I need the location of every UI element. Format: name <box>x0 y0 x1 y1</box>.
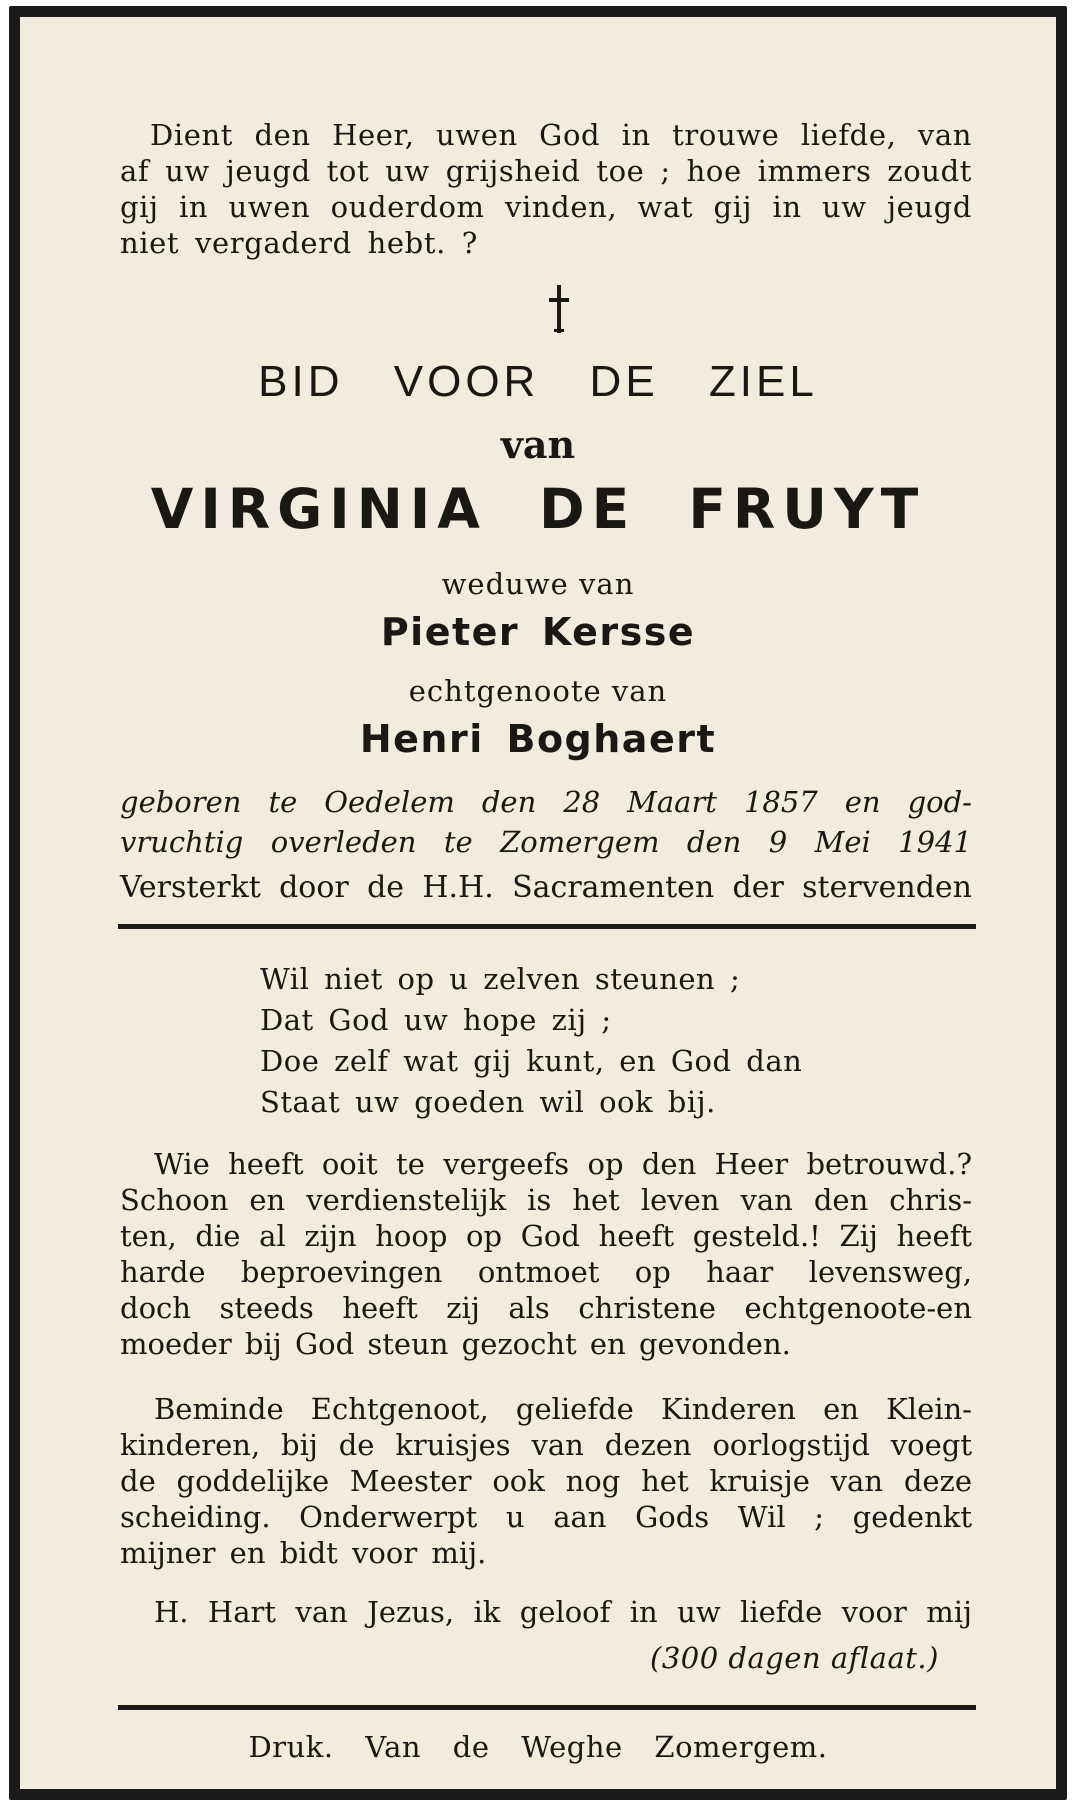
quote-line-4: niet vergaderd hebt. ? <box>120 226 478 260</box>
poem-line-4: Staat uw goeden wil ook bij. <box>260 1085 716 1119</box>
paragraph2-line-5: mijner en bidt voor mij. <box>120 1536 487 1570</box>
quote-line-2: af uw jeugd tot uw grijsheid toe ; hoe immers zoudt <box>120 154 972 188</box>
quote-line-3: gij in uwen ouderdom vinden, wat gij in uw jeugd <box>120 190 972 224</box>
divider-top <box>118 924 976 929</box>
van-label: van <box>500 422 576 467</box>
paragraph1-line-4: harde beproevingen ontmoet op haar levensweg, <box>120 1255 972 1289</box>
second-husband-name: Henri Boghaert <box>359 717 717 761</box>
widow-of-label: weduwe van <box>441 567 635 601</box>
cross-icon <box>548 285 570 333</box>
birth-line: geboren te Oedelem den 28 Maart 1857 en god- <box>120 785 972 819</box>
paragraph1-line-5: doch steeds heeft zij als christene echtgenoote-en <box>120 1291 972 1325</box>
divider-bottom <box>118 1705 976 1710</box>
card-content <box>20 17 1056 1789</box>
paragraph2-line-2: kinderen, bij de kruisjes van dezen oorlogstijd voegt <box>120 1428 972 1462</box>
poem-line-3: Doe zelf wat gij kunt, en God dan <box>260 1044 803 1078</box>
deceased-name: VIRGINIA DE FRUYT <box>150 477 926 541</box>
memorial-card <box>9 6 1067 1800</box>
printer-line: Druk. Van de Weghe Zomergem. <box>248 1730 828 1764</box>
spouse-of-label: echtgenoote van <box>408 674 668 708</box>
prayer-title: BID VOOR DE ZIEL <box>258 357 818 406</box>
poem-line-1: Wil niet op u zelven steunen ; <box>260 962 741 996</box>
paragraph2-line-3: de goddelijke Meester ook nog het kruisje van deze <box>120 1464 972 1498</box>
paragraph2-line-4: scheiding. Onderwerpt u aan Gods Wil ; gedenkt <box>120 1500 972 1534</box>
indulgence-note: (300 dagen aflaat.) <box>650 1641 939 1675</box>
poem-line-2: Dat God uw hope zij ; <box>260 1003 612 1037</box>
paragraph1-line-2: Schoon en verdienstelijk is het leven van den chris- <box>120 1183 972 1217</box>
first-husband-name: Pieter Kersse <box>380 610 696 654</box>
death-line: vruchtig overleden te Zomergem den 9 Mei 1941 <box>120 825 972 859</box>
paragraph2-line-1: Beminde Echtgenoot, geliefde Kinderen en Klein- <box>154 1392 972 1426</box>
invocation-line: H. Hart van Jezus, ik geloof in uw liefde voor mij <box>154 1595 972 1629</box>
paragraph1-line-1: Wie heeft ooit te vergeefs op den Heer betrouwd.? <box>154 1147 972 1181</box>
paragraph1-line-3: ten, die al zijn hoop op God heeft gesteld.! Zij heeft <box>120 1219 972 1253</box>
quote-line-1: Dient den Heer, uwen God in trouwe liefde, van <box>150 118 972 152</box>
paragraph1-line-6: moeder bij God steun gezocht en gevonden. <box>120 1327 791 1361</box>
sacraments-line: Versterkt door de H.H. Sacramenten der stervenden <box>120 870 972 905</box>
